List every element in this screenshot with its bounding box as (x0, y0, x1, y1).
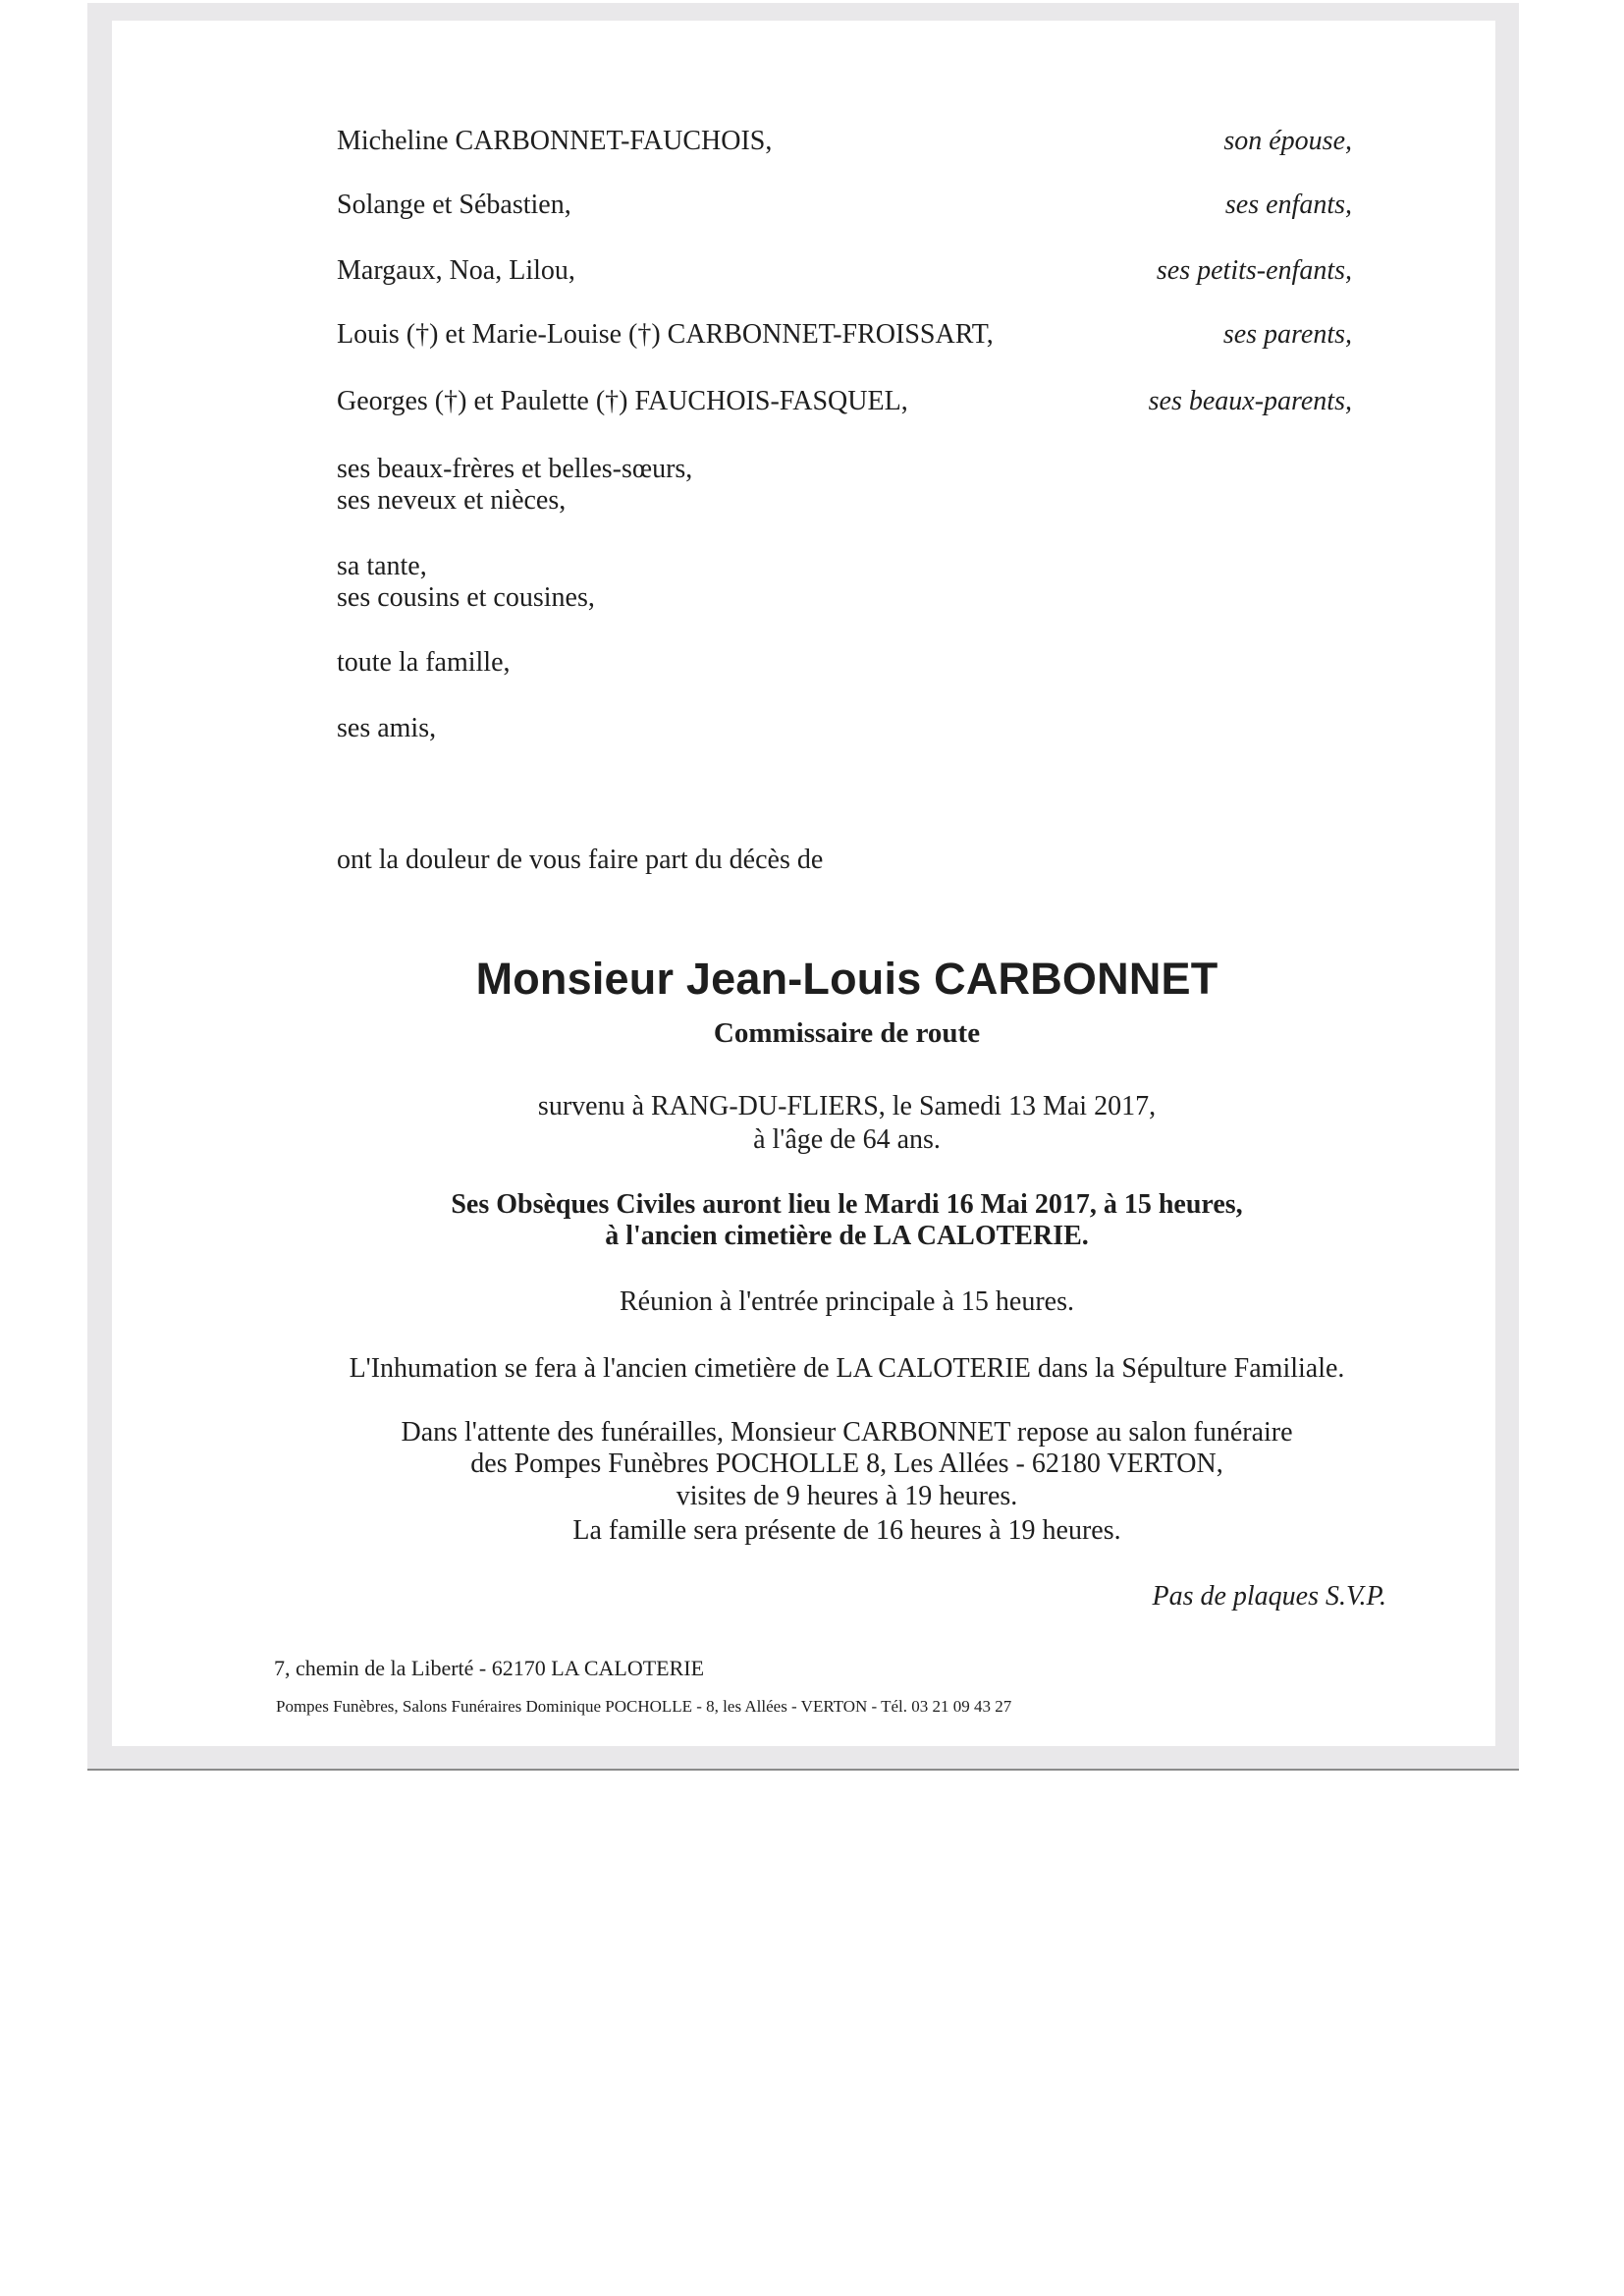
visitation-line-4: La famille sera présente de 16 heures à 19 heures. (572, 1515, 1121, 1546)
death-line-2: à l'âge de 64 ans. (753, 1124, 941, 1155)
family-names-3: Margaux, Noa, Lilou, (337, 255, 575, 286)
family-relation-4: ses parents, (1222, 319, 1352, 350)
family-relation-2: ses enfants, (1224, 190, 1352, 220)
death-line-1: survenu à RANG-DU-FLIERS, le Samedi 13 Mai 2017, (537, 1091, 1157, 1121)
burial-line: L'Inhumation se fera à l'ancien cimetière de LA CALOTERIE dans la Sépulture Familiale. (349, 1353, 1345, 1384)
family-relation-1: son épouse, (1223, 126, 1352, 156)
funeral-line-2: à l'ancien cimetière de LA CALOTERIE. (605, 1221, 1089, 1251)
family-names-1: Micheline CARBONNET-FAUCHOIS, (337, 126, 773, 156)
other-relatives-4: ses cousins et cousines, (337, 582, 595, 613)
family-relation-3: ses petits-enfants, (1156, 255, 1352, 286)
funeral-line-1: Ses Obsèques Civiles auront lieu le Mardi 16 Mai 2017, à 15 heures, (451, 1189, 1243, 1220)
announcement-card (112, 21, 1495, 1746)
other-relatives-2: ses neveux et nièces, (337, 485, 567, 516)
announcement-line: ont la douleur de vous faire part du décès de (337, 845, 824, 875)
family-names-4: Louis (†) et Marie-Louise (†) CARBONNET-FROISSART, (337, 319, 994, 350)
family-names-5: Georges (†) et Paulette (†) FAUCHOIS-FASQUEL, (337, 386, 908, 416)
other-relatives-5: toute la famille, (337, 647, 511, 678)
family-address: 7, chemin de la Liberté - 62170 LA CALOTERIE (274, 1656, 705, 1680)
no-plaques-note: Pas de plaques S.V.P. (1152, 1581, 1386, 1612)
other-relatives-6: ses amis, (337, 713, 437, 743)
deceased-title: Commissaire de route (713, 1017, 981, 1049)
deceased-name: Monsieur Jean-Louis CARBONNET (475, 954, 1218, 1004)
visitation-line-1: Dans l'attente des funérailles, Monsieur CARBONNET repose au salon funéraire (401, 1417, 1293, 1448)
visitation-line-2: des Pompes Funèbres POCHOLLE 8, Les Allées - 62180 VERTON, (470, 1449, 1223, 1479)
family-names-2: Solange et Sébastien, (337, 190, 571, 220)
family-relation-5: ses beaux-parents, (1148, 386, 1352, 416)
visitation-line-3: visites de 9 heures à 19 heures. (676, 1481, 1018, 1511)
funeral-home-footer: Pompes Funèbres, Salons Funéraires Dominique POCHOLLE - 8, les Allées - VERTON - Tél. 03 21 09 43 27 (276, 1697, 1012, 1716)
meeting-line: Réunion à l'entrée principale à 15 heures. (620, 1286, 1074, 1317)
other-relatives-1: ses beaux-frères et belles-sœurs, (337, 454, 693, 484)
page-frame (87, 3, 1519, 1771)
other-relatives-3: sa tante, (337, 551, 427, 581)
